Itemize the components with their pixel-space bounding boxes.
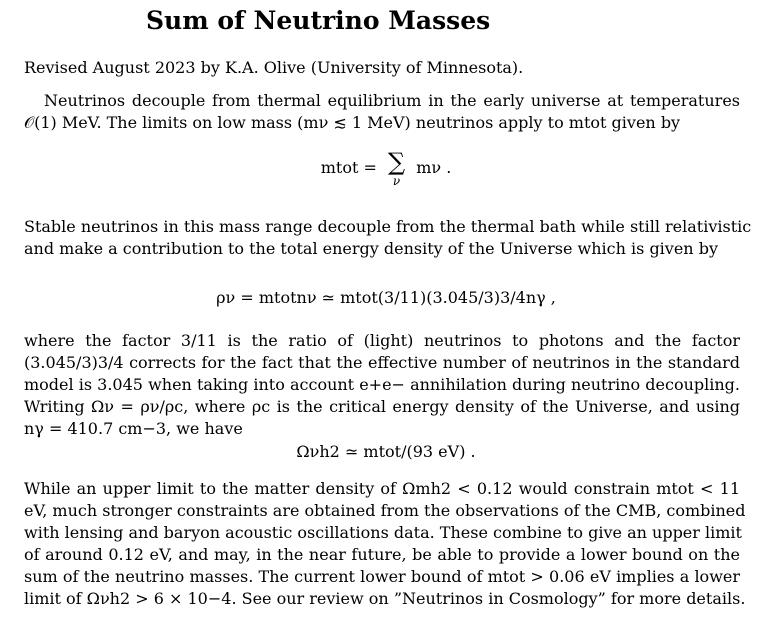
paragraph-line: limit of Ωνh2 > 6 × 10−4. See our review on ”Neutrinos in Cosmology” for more details. [24, 589, 746, 608]
equation-rhs: mν . [416, 158, 452, 177]
paragraph-line: Neutrinos decouple from thermal equilibrium in the early universe at temperatures [44, 91, 740, 110]
paragraph-line: sum of the neutrino masses. The current lower bound of mtot > 0.06 eV implies a lower [24, 567, 740, 586]
equation-mtot [0, 150, 772, 187]
paragraph-limits [24, 478, 746, 610]
paragraph-line: (3.045/3)3/4 corrects for the fact that the effective number of neutrinos in the standard [24, 353, 740, 372]
paragraph-line: with lensing and baryon acoustic oscillations data. These combine to give an upper limit [24, 523, 742, 542]
paragraph-factor [24, 330, 740, 440]
paragraph-stable-neutrinos [24, 216, 752, 260]
summation-symbol: ∑ [387, 148, 406, 176]
paragraph-line: and make a contribution to the total energy density of the Universe which is given by [24, 239, 718, 258]
paragraph-line: Stable neutrinos in this mass range decouple from the thermal bath while still relativistic [24, 217, 752, 236]
paragraph-line: Writing Ων = ρν/ρc, where ρc is the critical energy density of the Universe, and using [24, 397, 740, 416]
paragraph-line: 𝒪(1) MeV. The limits on low mass (mν ≲ 1 MeV) neutrinos apply to mtot given by [24, 113, 681, 132]
paragraph-intro [24, 90, 740, 134]
paragraph-line: of around 0.12 eV, and may, in the near future, be able to provide a lower bound on the [24, 545, 740, 564]
page-title: Sum of Neutrino Masses [146, 6, 491, 35]
paragraph-line: eV, much stronger constraints are obtained from the observations of the CMB, combined [24, 501, 746, 520]
equation-lhs: mtot = [320, 158, 377, 177]
paragraph-line: While an upper limit to the matter density of Ωmh2 < 0.12 would constrain mtot < 11 [24, 479, 740, 498]
paragraph-line: model is 3.045 when taking into account e+e− annihilation during neutrino decoupling. [24, 375, 740, 394]
byline: Revised August 2023 by K.A. Olive (University of Minnesota). [24, 58, 524, 77]
summation [388, 150, 405, 187]
paragraph-line: where the factor 3/11 is the ratio of (light) neutrinos to photons and the factor [24, 331, 740, 350]
equation-omega: Ωνh2 ≃ mtot/(93 eV) . [296, 442, 476, 461]
equation-density: ρν = mtotnν ≃ mtot(3/11)(3.045/3)3/4nγ , [216, 288, 556, 307]
paragraph-line: nγ = 410.7 cm−3, we have [24, 419, 243, 438]
summation-index: ν [392, 174, 401, 188]
